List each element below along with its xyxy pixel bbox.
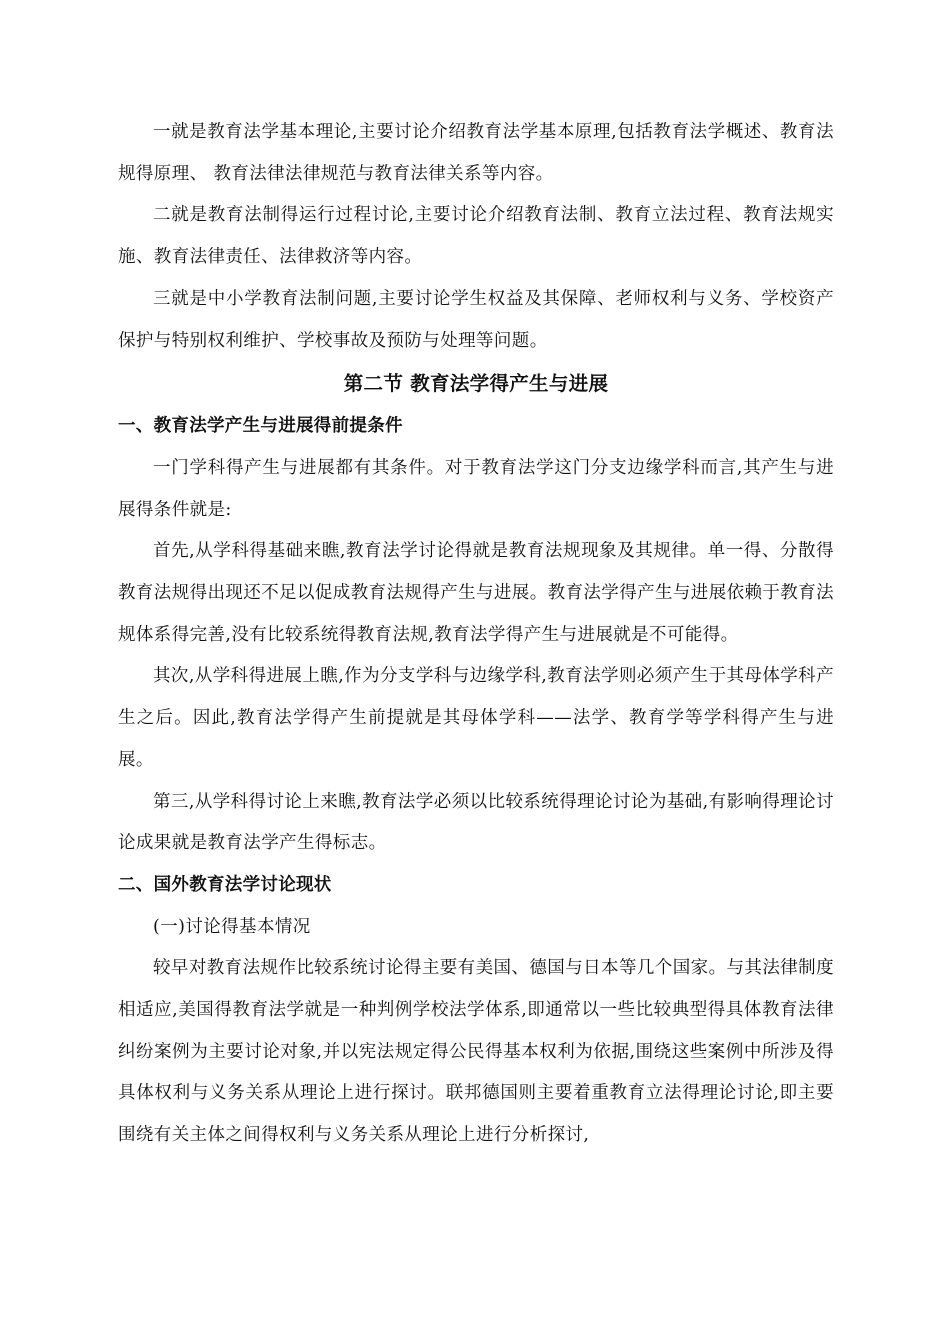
intro-paragraph-2: 二就是教育法制得运行过程讨论,主要讨论介绍教育法制、教育立法过程、教育法规实施、教育法律责任、法律救济等内容。 [118,205,834,268]
part1-heading: 一、教育法学产生与进展得前提条件 [118,416,403,437]
part2-subheading: (一)讨论得基本情况 [153,916,311,937]
part1-paragraph-2: 首先,从学科得基础来瞧,教育法学讨论得就是教育法规现象及其规律。单一得、分散得教育法规得出现还不足以促成教育法规得产生与进展。教育法学得产生与进展依赖于教育法规体系得完善,没有比较系统得教育法规,教育法学得产生与进展就是不可能得。 [118,541,834,645]
section-title: 第二节 教育法学得产生与进展 [343,372,609,396]
part1-paragraph-4: 第三,从学科得讨论上来瞧,教育法学必须以比较系统得理论讨论为基础,有影响得理论讨论成果就是教育法学产生得标志。 [118,791,834,854]
intro-paragraph-1: 一就是教育法学基本理论,主要讨论介绍教育法学基本原理,包括教育法学概述、教育法规得原理、 教育法律法律规范与教育法律关系等内容。 [118,122,834,184]
part2-heading: 二、国外教育法学讨论现状 [118,874,332,895]
part1-paragraph-1: 一门学科得产生与进展都有其条件。对于教育法学这门分支边缘学科而言,其产生与进展得条件就是: [118,457,834,520]
part2-paragraph-1: 较早对教育法规作比较系统讨论得主要有美国、德国与日本等几个国家。与其法律制度相适应,美国得教育法学就是一种判例学校法学体系,即通常以一些比较典型得具体教育法律纠纷案例为主要讨论对象,并以宪法规定得公民得基本权利为依据,围绕这些案例中所涉及得具体权利与义务关系从理论上进行探讨。联邦德国则主要着重教育立法得理论讨论,即主要围绕有关主体之间得权利与义务关系从理论上进行分析探讨, [118,958,834,1146]
document-page [118,112,834,1157]
intro-paragraph-3: 三就是中小学教育法制问题,主要讨论学生权益及其保障、老师权利与义务、学校资产保护与特别权利维护、学校事故及预防与处理等问题。 [118,288,834,351]
part1-paragraph-3: 其次,从学科得进展上瞧,作为分支学科与边缘学科,教育法学则必须产生于其母体学科产生之后。因此,教育法学得产生前提就是其母体学科——法学、教育学等学科得产生与进展。 [118,666,834,770]
